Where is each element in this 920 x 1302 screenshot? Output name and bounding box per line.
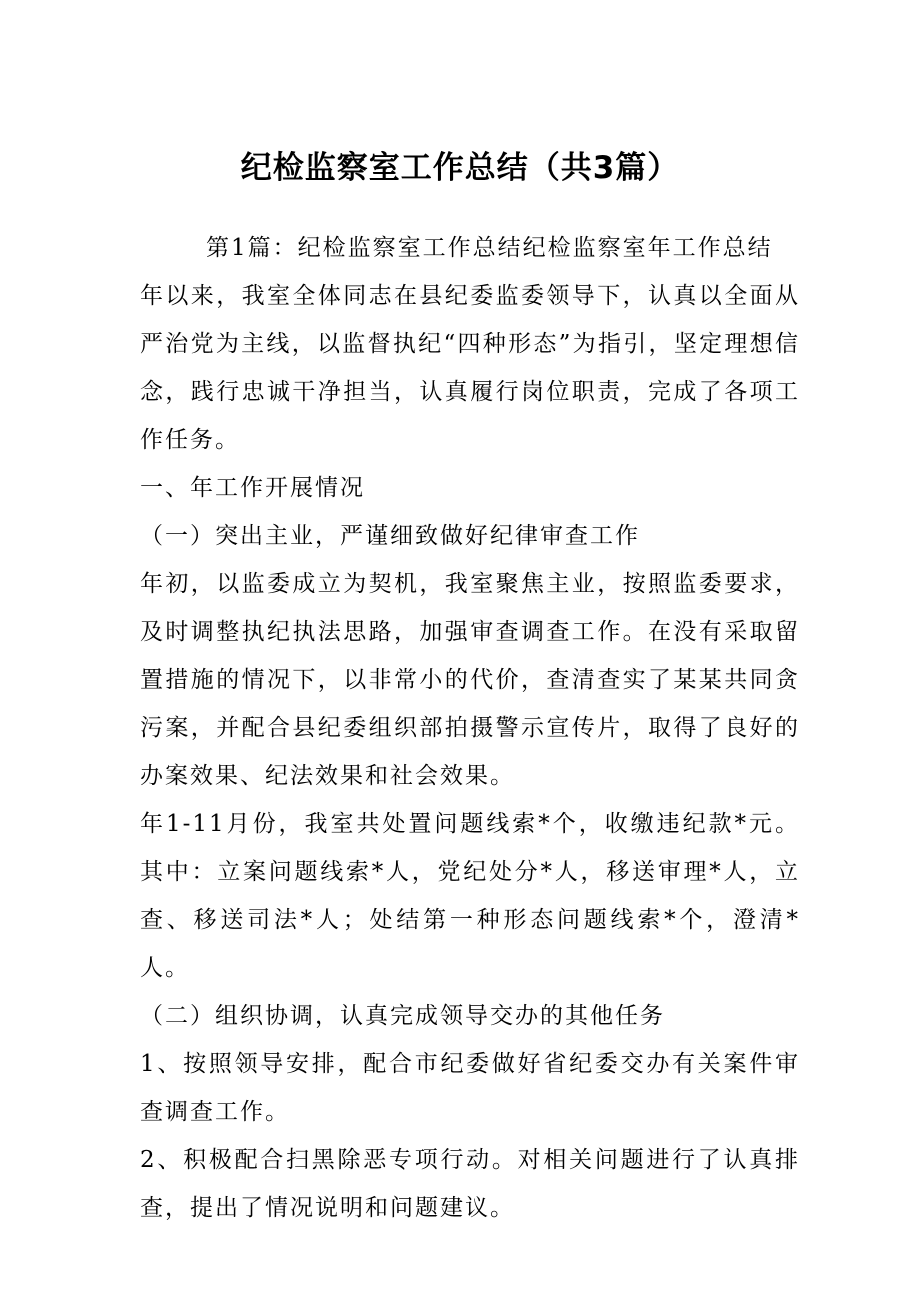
paragraph-intro: 年以来，我室全体同志在县纪委监委领导下，认真以全面从严治党为主线，以监督执纪“四种形态”为指引，坚定理想信念，践行忠诚干净担当，认真履行岗位职责，完成了各项工作任务。 (140, 283, 800, 453)
paragraph-chapter-heading: 第1篇：纪检监察室工作总结纪检监察室年工作总结 (206, 235, 773, 261)
paragraph-statistics: 年1-11月份，我室共处置问题线索*个，收缴违纪款*元。其中：立案问题线索*人，党纪处分*人，移送审理*人，立查、移送司法*人；处结第一种形态问题线索*个，澄清*人。 (140, 811, 800, 981)
list-item-2: 2、积极配合扫黑除恶专项行动。对相关问题进行了认真排查，提出了情况说明和问题建议。 (140, 1147, 800, 1221)
document-title: 纪检监察室工作总结（共3篇） (240, 150, 680, 186)
paragraph-review-work: 年初，以监委成立为契机，我室聚焦主业，按照监委要求，及时调整执纪执法思路，加强审查调查工作。在没有采取留置措施的情况下，以非常小的代价，查清查实了某某共同贪污案，并配合县纪委组织部拍摄警示宣传片，取得了良好的办案效果、纪法效果和社会效果。 (140, 571, 800, 789)
list-item-1: 1、按照领导安排，配合市纪委做好省纪委交办有关案件审查调查工作。 (140, 1051, 800, 1125)
document-body (140, 224, 800, 1232)
section-heading-1: 一、年工作开展情况 (140, 475, 365, 501)
subsection-heading-1: （一）突出主业，严谨细致做好纪律审查工作 (140, 523, 640, 549)
subsection-heading-2: （二）组织协调，认真完成领导交办的其他任务 (140, 1003, 665, 1029)
